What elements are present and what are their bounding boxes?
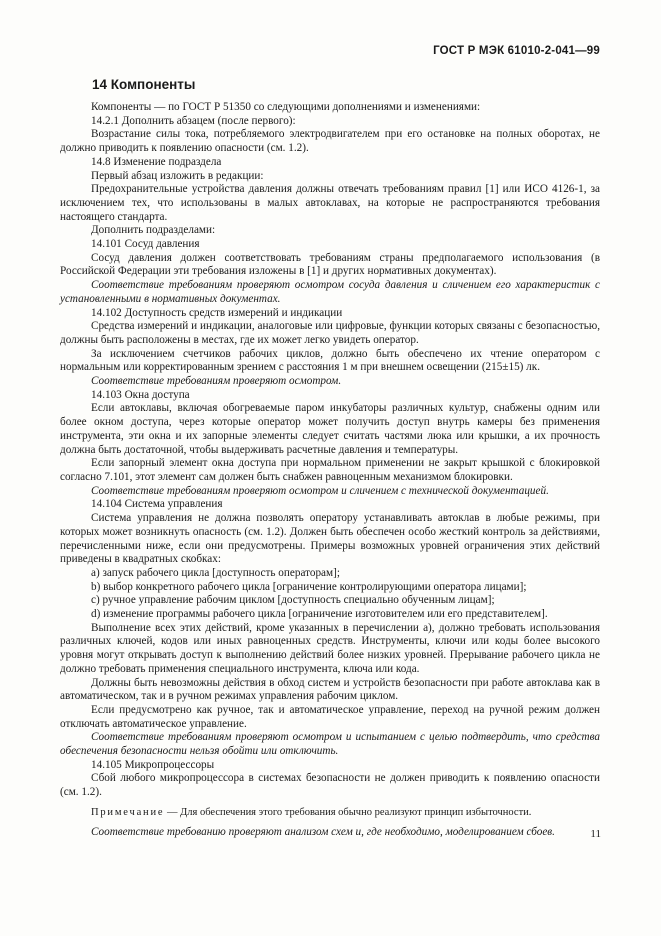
- paragraph: За исключением счетчиков рабочих циклов, должно быть обеспечено их чтение оператором с нормальным или корректированным зрением с расстояния 1 м при внешнем освещении (215±15) лк.: [60, 347, 600, 374]
- clause-heading: 14.104 Система управления: [91, 498, 223, 511]
- document-body: [60, 101, 600, 839]
- paragraph: Система управления не должна позволять оператору устанавливать автоклав в любые режимы, при которых может возникнуть опасность (см. 1.2). Должен быть обеспечен особо жесткий контроль за действиями, перечисленными ниже, если они предусмотрены. Примеры возможных уровней ограничения этих действий приведены в квадратных скобках:: [60, 512, 600, 566]
- section-title: 14 Компоненты: [92, 77, 196, 92]
- clause-heading: 14.101 Сосуд давления: [91, 238, 200, 251]
- clause-heading: 14.105 Микропроцессоры: [91, 758, 215, 771]
- list-item: c) ручное управление рабочим циклом [доступность специально обученным лицам];: [91, 594, 495, 607]
- paragraph: Средства измерений и индикации, аналоговые или цифровые, функции которых связаны с безопасностью, должны быть расположены в местах, где их может легко увидеть оператор.: [60, 320, 600, 346]
- list-item: a) запуск рабочего цикла [доступность операторам];: [91, 566, 340, 579]
- compliance-note: Соответствие требованию проверяют анализом схем и, где необходимо, моделированием сбоев.: [91, 825, 555, 838]
- paragraph: Дополнить подразделами:: [91, 224, 216, 237]
- clause-heading: 14.103 Окна доступа: [91, 388, 190, 401]
- paragraph: Если предусмотрено как ручное, так и автоматическое управление, переход на ручной режим должен отключать автоматическое управление.: [60, 703, 600, 730]
- list-item: b) выбор конкретного рабочего цикла [ограничение контролирующими оператора лицами];: [91, 580, 527, 593]
- paragraph: Компоненты — по ГОСТ Р 51350 со следующими дополнениями и изменениями:: [91, 101, 481, 113]
- paragraph: Должны быть невозможны действия в обход систем и устройств безопасности при работе автоклава как в автоматическом, так и в ручном режимах управления рабочим циклом.: [60, 676, 600, 703]
- list-item: d) изменение программы рабочего цикла [ограничение изготовителем или его представителем].: [91, 608, 548, 621]
- paragraph: Первый абзац изложить в редакции:: [91, 169, 264, 182]
- standard-header: ГОСТ Р МЭК 61010-2-041—99: [433, 45, 600, 57]
- compliance-note: Соответствие требованиям проверяют осмотром сосуда давления и сличением его характеристик с установленными в нормативных документах.: [60, 279, 600, 305]
- note-text: — Для обеспечения этого требования обычно реализуют принцип избыточности.: [166, 806, 532, 818]
- clause-heading: 14.102 Доступность средств измерений и индикации: [91, 306, 343, 319]
- compliance-note: Соответствие требованиям проверяют осмотром.: [91, 375, 342, 388]
- page-number: 11: [590, 828, 601, 840]
- clause-heading: 14.2.1 Дополнить абзацем (после первого):: [91, 114, 296, 127]
- paragraph: Предохранительные устройства давления должны отвечать требованиям правил [1] или ИСО 4126-1, за исключением тех, что использованы в малых автоклавах, на которые не распространяются требования настоящего стандарта.: [60, 183, 600, 223]
- paragraph: Сосуд давления должен соответствовать требованиям страны предполагаемого использования (в Российской Федерации эти требования изложены в [1] и других нормативных документах).: [60, 251, 600, 278]
- paragraph: Если автоклавы, включая обогреваемые паром инкубаторы различных культур, снабжены одним или более окном доступа, через которые оператор может получить доступ внутрь камеры без применения инструмента, эти окна и их запорные элементы следует считать частями люка или крышки, а их прочность должна быть достаточной, чтобы выдерживать расчетные давления и температуры.: [60, 402, 600, 456]
- paragraph: Выполнение всех этих действий, кроме указанных в перечислении a), должно требовать использования различных ключей, кодов или иных равноценных средств. Инструменты, ключи или коды более высокого уровня могут открывать доступ к выполнению действий более низких уровней. Прерывание рабочего цикла не должно требовать применения специального инструмента, ключа или кода.: [60, 621, 600, 675]
- clause-heading: 14.8 Изменение подраздела: [91, 155, 222, 168]
- compliance-note: Соответствие требованиям проверяют осмотром и сличением с технической документацией.: [91, 484, 549, 497]
- compliance-note: Соответствие требованиям проверяют осмотром и испытанием с целью подтвердить, что средства обеспечения безопасности нельзя обойти или отключить.: [60, 731, 600, 758]
- note-label: Примечание: [91, 806, 165, 818]
- note: [60, 806, 600, 820]
- paragraph: Возрастание силы тока, потребляемого электродвигателем при его остановке на полных оборотах, не должно приводить к появлению опасности (см. 1.2).: [60, 128, 600, 155]
- paragraph: Если запорный элемент окна доступа при нормальном применении не закрыт крышкой с блокировкой согласно 7.101, этот элемент сам должен быть снабжен равноценным механизмом блокировки.: [60, 457, 600, 483]
- paragraph: Сбой любого микропроцессора в системах безопасности не должен приводить к появлению опасности (см. 1.2).: [60, 772, 600, 799]
